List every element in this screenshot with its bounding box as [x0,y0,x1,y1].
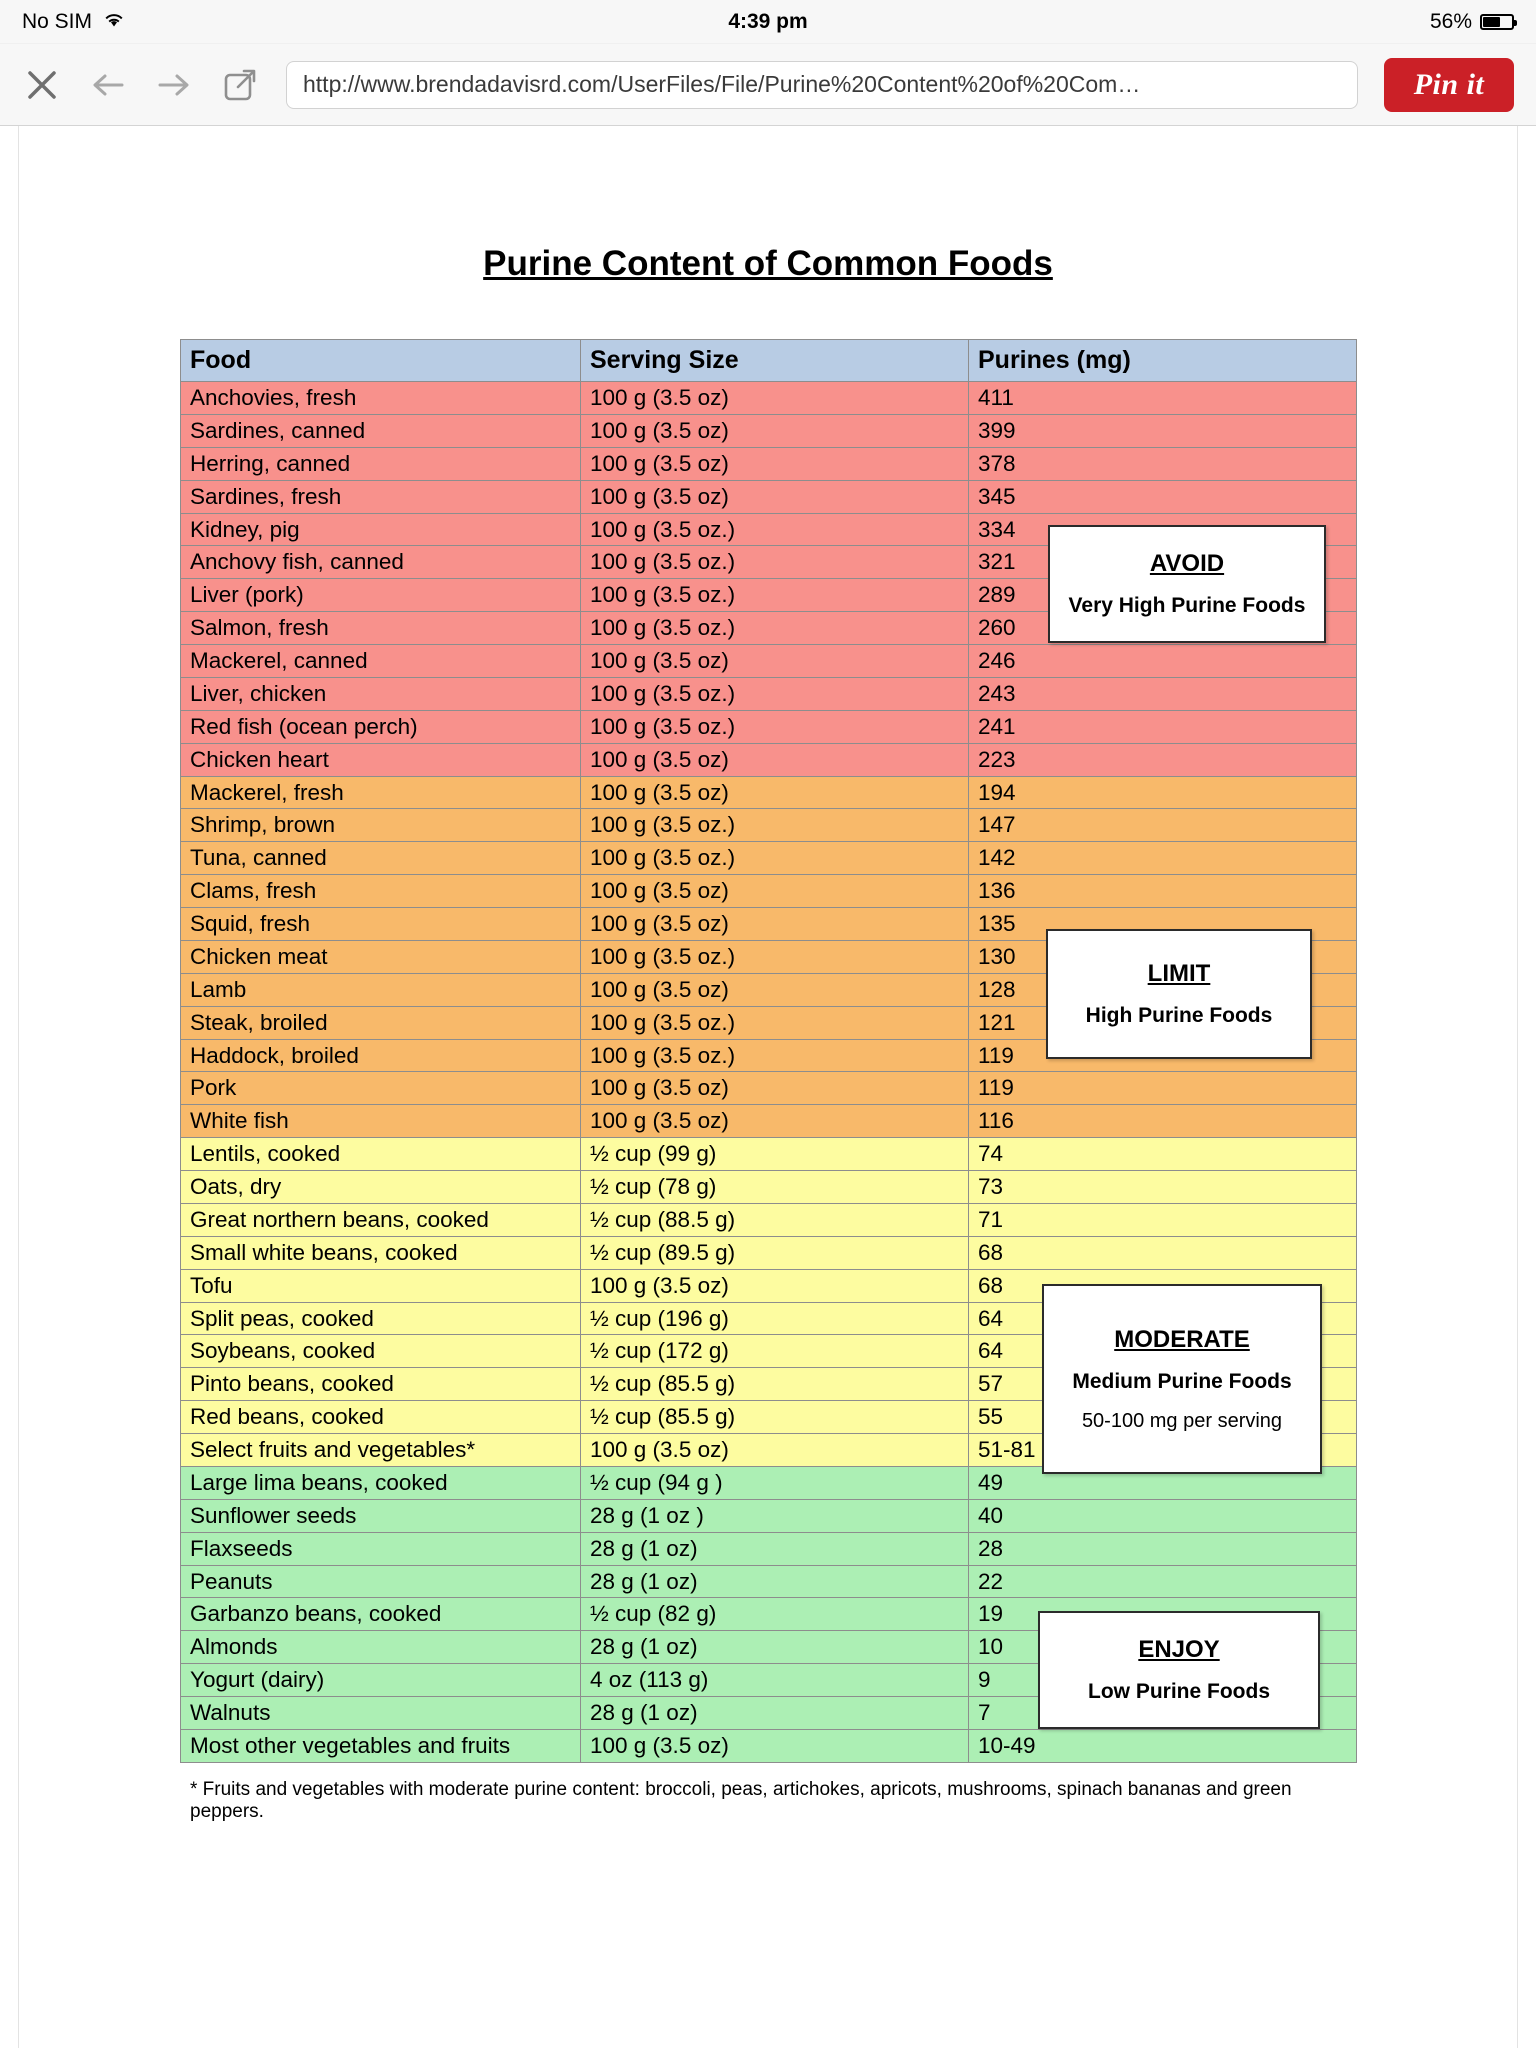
browser-toolbar [0,44,1536,126]
table-header-row [181,340,1357,382]
purine-value-cell: 9 [969,1664,1357,1697]
purine-value-cell: 73 [969,1171,1357,1204]
purine-value-cell: 57 [969,1368,1357,1401]
serving-size-cell: 100 g (3.5 oz.) [581,612,969,645]
food-name-cell: Red fish (ocean perch) [181,710,581,743]
food-name-cell: Squid, fresh [181,908,581,941]
serving-size-cell: 28 g (1 oz) [581,1631,969,1664]
food-name-cell: Mackerel, canned [181,645,581,678]
food-name-cell: Liver (pork) [181,579,581,612]
food-name-cell: Sunflower seeds [181,1499,581,1532]
serving-size-cell: 100 g (3.5 oz.) [581,513,969,546]
callout-subtitle: Low Purine Foods [1088,1680,1270,1703]
serving-size-cell: 100 g (3.5 oz) [581,1072,969,1105]
food-name-cell: Large lima beans, cooked [181,1466,581,1499]
forward-arrow-icon[interactable] [154,65,194,105]
serving-size-cell: 100 g (3.5 oz) [581,908,969,941]
callout-subtitle: Very High Purine Foods [1068,594,1306,617]
food-name-cell: Lamb [181,973,581,1006]
purine-value-cell: 345 [969,480,1357,513]
food-name-cell: White fish [181,1105,581,1138]
serving-size-cell: 28 g (1 oz) [581,1565,969,1598]
table-row [181,710,1357,743]
food-name-cell: Sardines, canned [181,414,581,447]
serving-size-cell: 28 g (1 oz) [581,1697,969,1730]
purine-value-cell: 135 [969,908,1357,941]
food-name-cell: Clams, fresh [181,875,581,908]
callout-limit [1046,929,1312,1059]
page-title: Purine Content of Common Foods [483,244,1053,283]
purine-value-cell: 142 [969,842,1357,875]
food-name-cell: Almonds [181,1631,581,1664]
purine-value-cell: 28 [969,1532,1357,1565]
purine-value-cell: 7 [969,1697,1357,1730]
purine-value-cell: 10-49 [969,1729,1357,1762]
purine-value-cell: 55 [969,1401,1357,1434]
table-row [181,1203,1357,1236]
serving-size-cell: 100 g (3.5 oz.) [581,1039,969,1072]
serving-size-cell: ½ cup (94 g ) [581,1466,969,1499]
serving-size-cell: 100 g (3.5 oz) [581,645,969,678]
food-name-cell: Great northern beans, cooked [181,1203,581,1236]
purine-value-cell: 399 [969,414,1357,447]
serving-size-cell: ½ cup (85.5 g) [581,1368,969,1401]
purine-value-cell: 119 [969,1039,1357,1072]
status-bar [0,0,1536,44]
purine-value-cell: 40 [969,1499,1357,1532]
food-name-cell: Yogurt (dairy) [181,1664,581,1697]
purine-table-wrapper [180,339,1356,1763]
food-name-cell: Chicken heart [181,743,581,776]
food-name-cell: Tofu [181,1269,581,1302]
callout-title: AVOID [1149,550,1225,577]
purine-value-cell: 334 [969,513,1357,546]
table-row [181,447,1357,480]
table-row [181,1499,1357,1532]
table-row [181,382,1357,415]
carrier-label: No SIM [22,9,93,33]
callout-enjoy [1038,1611,1320,1729]
serving-size-cell: 100 g (3.5 oz) [581,875,969,908]
serving-size-cell: 100 g (3.5 oz) [581,447,969,480]
pin-it-label: Pin it [1413,67,1485,101]
purine-value-cell: 378 [969,447,1357,480]
purine-value-cell: 289 [969,579,1357,612]
serving-size-cell: 100 g (3.5 oz.) [581,1006,969,1039]
serving-size-cell: 100 g (3.5 oz.) [581,809,969,842]
url-text: http://www.brendadavisrd.com/UserFiles/File/Purine%20Content%20of%20Com… [303,71,1141,97]
serving-size-cell: 100 g (3.5 oz) [581,1269,969,1302]
serving-size-cell: 100 g (3.5 oz) [581,480,969,513]
purine-value-cell: 223 [969,743,1357,776]
callout-avoid [1048,525,1326,643]
food-name-cell: Soybeans, cooked [181,1335,581,1368]
battery-percent-label: 56% [1429,9,1472,33]
food-name-cell: Most other vegetables and fruits [181,1729,581,1762]
food-name-cell: Pork [181,1072,581,1105]
food-name-cell: Garbanzo beans, cooked [181,1598,581,1631]
close-icon[interactable] [22,65,62,105]
serving-size-cell: ½ cup (89.5 g) [581,1236,969,1269]
footnote: * Fruits and vegetables with moderate purine content: broccoli, peas, artichokes, apricots, mushrooms, spinach bananas and green peppers. [190,1778,1292,1822]
callout-subtitle: High Purine Foods [1085,1004,1273,1027]
column-header-purines: Purines (mg) [969,340,1357,382]
purine-value-cell: 128 [969,973,1357,1006]
purine-value-cell: 74 [969,1138,1357,1171]
serving-size-cell: 28 g (1 oz) [581,1532,969,1565]
food-name-cell: Select fruits and vegetables* [181,1434,581,1467]
callout-title: ENJOY [1138,1636,1220,1663]
purine-value-cell: 147 [969,809,1357,842]
column-header-food: Food [181,340,581,382]
table-row [181,1171,1357,1204]
purine-value-cell: 260 [969,612,1357,645]
table-row [181,1532,1357,1565]
purine-value-cell: 19 [969,1598,1357,1631]
purine-value-cell: 64 [969,1335,1357,1368]
purine-value-cell: 246 [969,645,1357,678]
serving-size-cell: ½ cup (85.5 g) [581,1401,969,1434]
column-header-serving-size: Serving Size [581,340,969,382]
callout-title: MODERATE [1114,1325,1250,1353]
table-row [181,842,1357,875]
purine-value-cell: 411 [969,382,1357,415]
food-name-cell: Pinto beans, cooked [181,1368,581,1401]
food-name-cell: Herring, canned [181,447,581,480]
food-name-cell: Liver, chicken [181,677,581,710]
serving-size-cell: 100 g (3.5 oz.) [581,677,969,710]
food-name-cell: Chicken meat [181,940,581,973]
purine-value-cell: 71 [969,1203,1357,1236]
food-name-cell: Haddock, broiled [181,1039,581,1072]
table-row [181,677,1357,710]
table-row [181,1565,1357,1598]
table-row [181,480,1357,513]
purine-value-cell: 136 [969,875,1357,908]
food-name-cell: Red beans, cooked [181,1401,581,1434]
serving-size-cell: 100 g (3.5 oz.) [581,546,969,579]
food-name-cell: Split peas, cooked [181,1302,581,1335]
purine-value-cell: 68 [969,1236,1357,1269]
serving-size-cell: 100 g (3.5 oz) [581,743,969,776]
purine-value-cell: 22 [969,1565,1357,1598]
food-name-cell: Lentils, cooked [181,1138,581,1171]
food-name-cell: Tuna, canned [181,842,581,875]
table-row [181,743,1357,776]
table-row [181,414,1357,447]
food-name-cell: Mackerel, fresh [181,776,581,809]
open-external-icon[interactable] [220,65,260,105]
serving-size-cell: 100 g (3.5 oz.) [581,579,969,612]
table-row [181,776,1357,809]
status-left [22,10,126,34]
table-row [181,1729,1357,1762]
serving-size-cell: 100 g (3.5 oz) [581,414,969,447]
pin-it-button[interactable] [1384,58,1514,112]
serving-size-cell: ½ cup (82 g) [581,1598,969,1631]
serving-size-cell: 100 g (3.5 oz) [581,776,969,809]
serving-size-cell: ½ cup (88.5 g) [581,1203,969,1236]
wifi-icon [102,10,126,34]
purine-value-cell: 10 [969,1631,1357,1664]
purine-value-cell: 130 [969,940,1357,973]
food-name-cell: Sardines, fresh [181,480,581,513]
table-row [181,1072,1357,1105]
food-name-cell: Oats, dry [181,1171,581,1204]
address-bar[interactable] [286,61,1358,109]
food-name-cell: Walnuts [181,1697,581,1730]
callout-moderate [1042,1284,1322,1474]
table-row [181,1236,1357,1269]
serving-size-cell: 100 g (3.5 oz.) [581,842,969,875]
serving-size-cell: ½ cup (78 g) [581,1171,969,1204]
food-name-cell: Small white beans, cooked [181,1236,581,1269]
callout-subtitle: Medium Purine Foods [1072,1369,1292,1393]
serving-size-cell: 100 g (3.5 oz) [581,1105,969,1138]
purine-value-cell: 321 [969,546,1357,579]
table-row [181,1105,1357,1138]
serving-size-cell: 100 g (3.5 oz.) [581,710,969,743]
clock: 4:39 pm [728,9,808,33]
food-name-cell: Salmon, fresh [181,612,581,645]
battery-icon [1480,14,1514,30]
purine-value-cell: 121 [969,1006,1357,1039]
serving-size-cell: ½ cup (196 g) [581,1302,969,1335]
purine-value-cell: 68 [969,1269,1357,1302]
table-row [181,1138,1357,1171]
serving-size-cell: 28 g (1 oz ) [581,1499,969,1532]
callout-note: 50-100 mg per serving [1081,1409,1283,1432]
purine-value-cell: 194 [969,776,1357,809]
purine-value-cell: 49 [969,1466,1357,1499]
table-row [181,875,1357,908]
serving-size-cell: 100 g (3.5 oz) [581,1434,969,1467]
food-name-cell: Kidney, pig [181,513,581,546]
serving-size-cell: 4 oz (113 g) [581,1664,969,1697]
serving-size-cell: 100 g (3.5 oz) [581,973,969,1006]
serving-size-cell: ½ cup (99 g) [581,1138,969,1171]
purine-value-cell: 241 [969,710,1357,743]
purine-value-cell: 51-81 [969,1434,1357,1467]
table-row [181,645,1357,678]
web-page-content [18,126,1518,2048]
purine-value-cell: 119 [969,1072,1357,1105]
serving-size-cell: 100 g (3.5 oz) [581,382,969,415]
food-name-cell: Flaxseeds [181,1532,581,1565]
food-name-cell: Peanuts [181,1565,581,1598]
back-arrow-icon[interactable] [88,65,128,105]
food-name-cell: Shrimp, brown [181,809,581,842]
purine-value-cell: 64 [969,1302,1357,1335]
serving-size-cell: 100 g (3.5 oz) [581,1729,969,1762]
purine-value-cell: 243 [969,677,1357,710]
status-right [1430,10,1514,34]
table-row [181,809,1357,842]
food-name-cell: Anchovy fish, canned [181,546,581,579]
food-name-cell: Anchovies, fresh [181,382,581,415]
serving-size-cell: ½ cup (172 g) [581,1335,969,1368]
food-name-cell: Steak, broiled [181,1006,581,1039]
serving-size-cell: 100 g (3.5 oz.) [581,940,969,973]
callout-title: LIMIT [1147,960,1211,987]
purine-value-cell: 116 [969,1105,1357,1138]
